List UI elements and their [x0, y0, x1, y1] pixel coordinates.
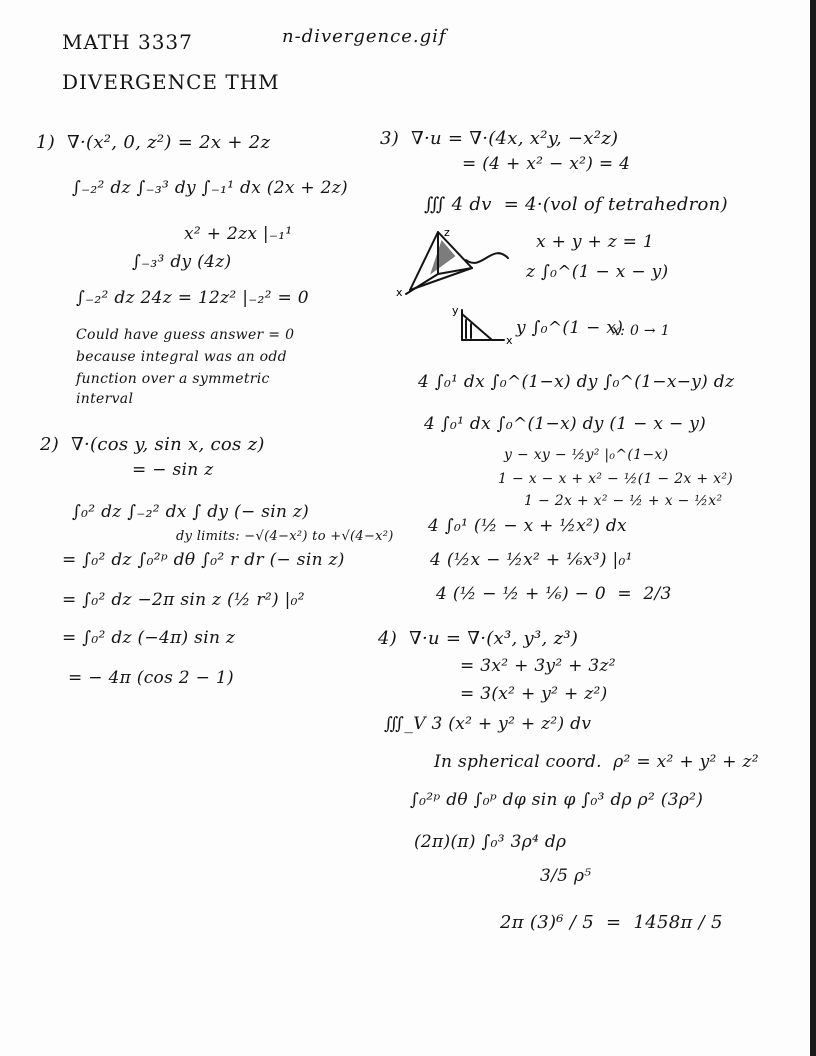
tetrahedron-sketch	[396, 224, 516, 304]
p1-note-1: Could have guess answer = 0	[76, 327, 295, 343]
p1-note-3: function over a symmetric	[76, 371, 270, 387]
p3-line-12: 1 − 2x + x² − ½ + x − ½x²	[524, 493, 723, 509]
p2-line-4: dy limits: −√(4−x²) to +√(4−x²)	[176, 529, 394, 544]
p2-line-2: = − sin z	[132, 460, 214, 480]
page-edge-shadow	[810, 0, 816, 1056]
p3-line-3: ∭ 4 dv = 4·(vol of tetrahedron)	[424, 194, 728, 215]
p4-line-4: ∭_V 3 (x² + y² + z²) dv	[384, 714, 592, 734]
p3-line-11: 1 − x − x + x² − ½(1 − 2x + x²)	[498, 471, 734, 487]
p1-line-2: ∫₋₂² dz ∫₋₃³ dy ∫₋₁¹ dx (2x + 2z)	[72, 178, 348, 198]
file-name: n-divergence.gif	[282, 26, 447, 47]
p4-line-9: 2π (3)⁶ / 5 = 1458π / 5	[500, 912, 723, 933]
p3-line-1: 3) ∇·u = ∇·(4x, x²y, −x²z)	[380, 128, 619, 149]
p1-line-4: ∫₋₃³ dy (4z)	[132, 252, 232, 272]
p4-line-2: = 3x² + 3y² + 3z²	[460, 656, 616, 676]
p2-line-3: ∫₀² dz ∫₋₂² dx ∫ dy (− sin z)	[72, 502, 310, 522]
p4-line-3: = 3(x² + y² + z²)	[460, 684, 608, 704]
p4-line-7: (2π)(π) ∫₀³ 3ρ⁴ dρ	[414, 832, 567, 852]
tetra-z-label: z	[444, 226, 450, 239]
p4-line-6: ∫₀²ᵖ dθ ∫₀ᵖ dφ sin φ ∫₀³ dρ ρ² (3ρ²)	[410, 790, 704, 810]
course-title: MATH 3337	[62, 30, 193, 54]
triangle-region-sketch	[452, 306, 512, 346]
region-x-label: x	[506, 334, 513, 347]
p4-line-1: 4) ∇·u = ∇·(x³, y³, z³)	[378, 628, 579, 649]
p1-line-1: 1) ∇·(x², 0, z²) = 2x + 2z	[36, 132, 271, 153]
p3-plane-equation: x + y + z = 1	[536, 232, 655, 252]
p3-line-2: = (4 + x² − x²) = 4	[462, 154, 631, 174]
p3-line-10: y − xy − ½y² |₀^(1−x)	[504, 447, 669, 463]
p1-line-5: ∫₋₂² dz 24z = 12z² |₋₂² = 0	[76, 288, 309, 308]
p4-line-5: In spherical coord. ρ² = x² + y² + z²	[434, 752, 759, 772]
p3-line-13: 4 ∫₀¹ (½ − x + ½x²) dx	[428, 516, 627, 536]
p3-line-8: 4 ∫₀¹ dx ∫₀^(1−x) dy ∫₀^(1−x−y) dz	[418, 372, 735, 392]
p2-line-6: = ∫₀² dz −2π sin z (½ r²) |₀²	[62, 590, 305, 610]
p3-line-15: 4 (½ − ½ + ⅙) − 0 = 2/3	[436, 584, 672, 604]
p1-note-4: interval	[76, 391, 134, 407]
topic-title: DIVERGENCE THM	[62, 70, 280, 94]
p1-line-3: x² + 2zx |₋₁¹	[184, 224, 293, 244]
p3-line-9: 4 ∫₀¹ dx ∫₀^(1−x) dy (1 − x − y)	[424, 414, 707, 434]
p3-x-range: x: 0 → 1	[612, 323, 670, 339]
p3-y-limits: y ∫₀^(1 − x)	[516, 318, 624, 338]
p1-note-2: because integral was an odd	[76, 349, 287, 365]
p2-line-1: 2) ∇·(cos y, sin x, cos z)	[40, 434, 265, 455]
p3-z-limits: z ∫₀^(1 − x − y)	[526, 262, 669, 282]
p2-line-8: = − 4π (cos 2 − 1)	[68, 668, 234, 688]
p2-line-7: = ∫₀² dz (−4π) sin z	[62, 628, 236, 648]
p3-line-14: 4 (½x − ½x² + ⅙x³) |₀¹	[430, 550, 633, 570]
region-y-label: y	[452, 304, 459, 317]
p2-line-5: = ∫₀² dz ∫₀²ᵖ dθ ∫₀² r dr (− sin z)	[62, 550, 345, 570]
p4-line-8: 3/5 ρ⁵	[540, 866, 592, 886]
tetra-x-label: x	[396, 286, 403, 299]
